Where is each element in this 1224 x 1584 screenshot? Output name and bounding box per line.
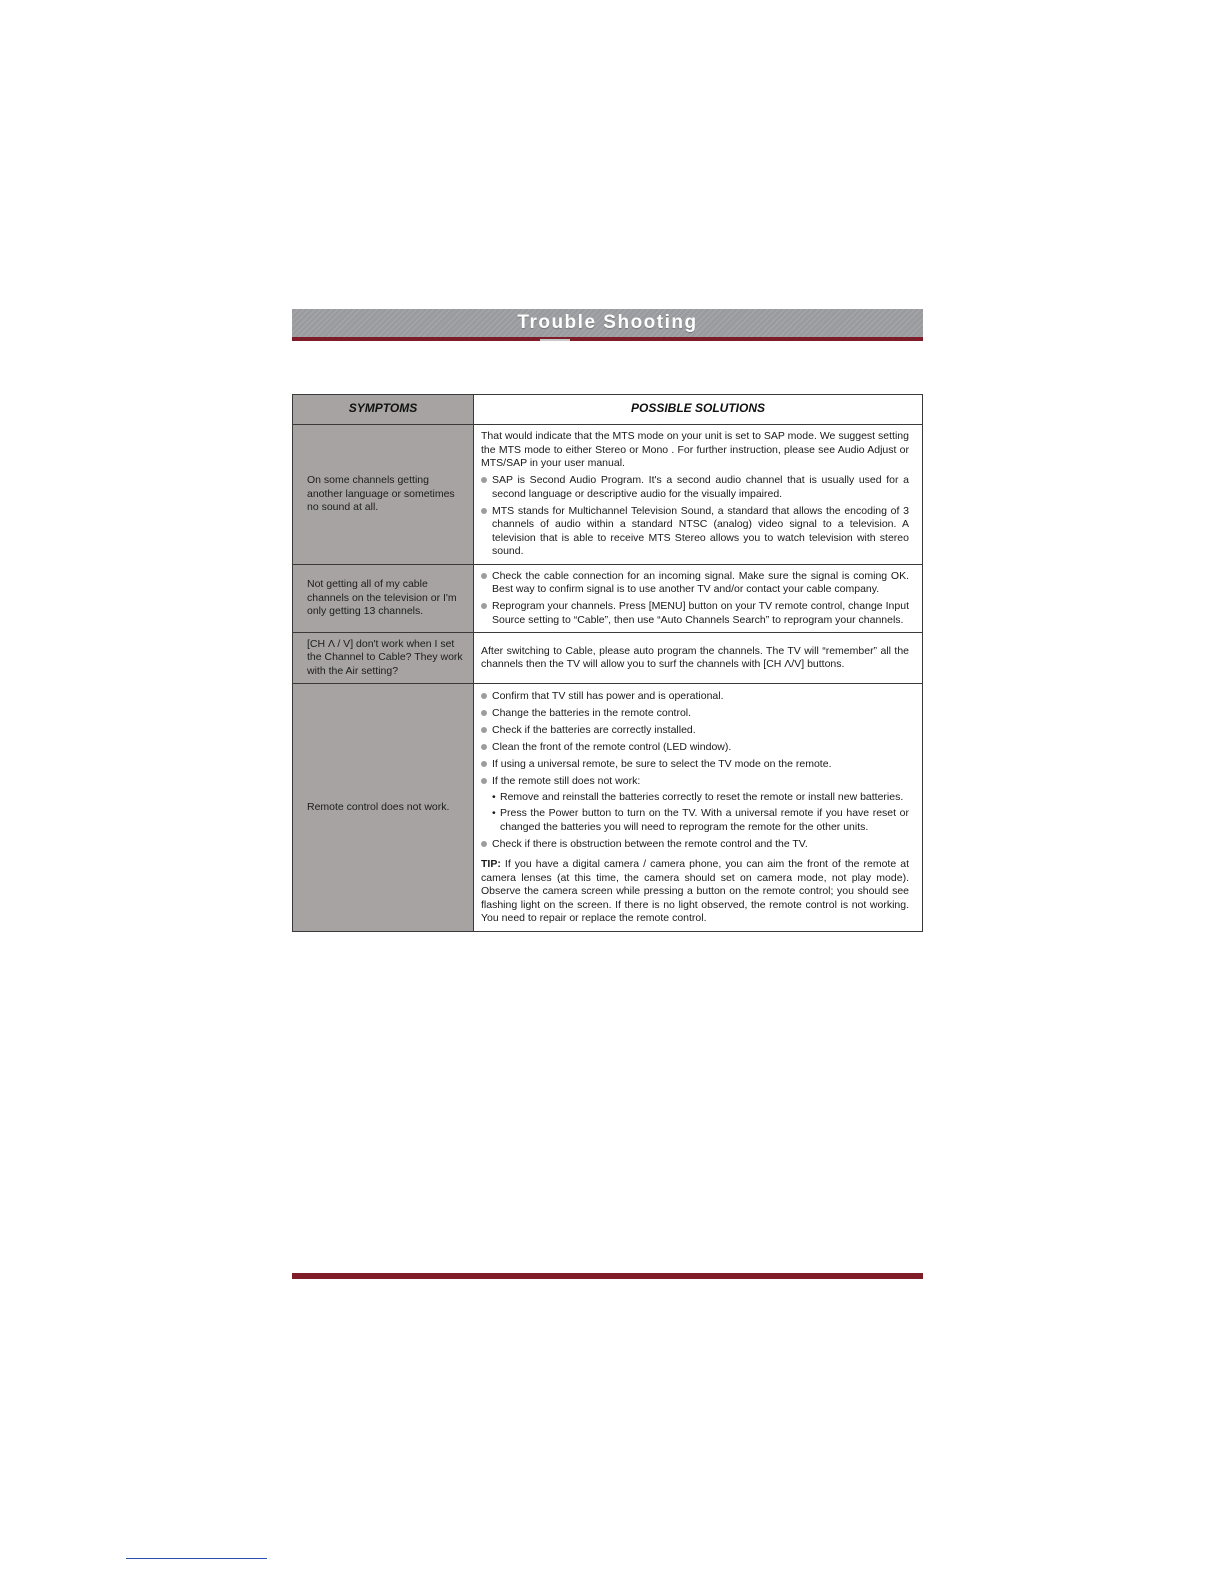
solution-intro: That would indicate that the MTS mode on your unit is set to SAP mode. We suggest setting the MTS mode to either Stereo or Mono . For further instruction, please see Audio Adjust or MTS/SAP in your user manual. — [481, 430, 909, 469]
header-rule — [292, 337, 923, 341]
header-notch — [540, 339, 570, 341]
table-row — [293, 684, 923, 932]
solution-bullet: MTS stands for Multichannel Television Sound, a standard that allows the encoding of 3 channels of audio within a standard NTSC (analog) video signal to a television. A television that is able to receive MTS Stereo allows you to watch television with stereo sound. — [481, 505, 909, 559]
solutions-header — [474, 395, 923, 425]
solution-bullet: Check the cable connection for an incoming signal. Make sure the signal is coming OK. Best way to confirm signal is to use another TV and/or contact your cable company. — [481, 570, 909, 597]
solution-bullet: If the remote still does not work: — [481, 775, 909, 789]
footer-rule — [292, 1273, 923, 1279]
sub-bullet-text: Remove and reinstall the batteries correctly to reset the remote or install new batteries. — [500, 791, 904, 803]
section-title: Trouble Shooting — [517, 312, 698, 333]
symptom-cell — [293, 564, 474, 633]
table-row — [293, 564, 923, 633]
solution-bullet: Change the batteries in the remote control. — [481, 707, 909, 721]
symptom-cell — [293, 633, 474, 684]
solution-bullet: Confirm that TV still has power and is operational. — [481, 690, 909, 704]
symptom-text: Remote control does not work. — [307, 800, 450, 813]
solution-cell — [474, 564, 923, 633]
sub-bullet-dot-icon: • — [492, 807, 496, 819]
tip-text: If you have a digital camera / camera phone, you can aim the front of the remote at camera lenses (at this time, the camera should set on camera mode, not play mode). Observe the camera screen while pressing a button on the remote control; you should see flashing light on the screen. If there is no light observed, the remote control is not working. You need to repair or replace the remote control. — [481, 858, 909, 924]
tip-paragraph — [481, 858, 909, 926]
solution-bullet: SAP is Second Audio Program. It's a second audio channel that is usually used for a second language or descriptive audio for the visually impaired. — [481, 474, 909, 501]
solution-sub-bullet — [481, 791, 909, 805]
solution-bullet: Check if the batteries are correctly installed. — [481, 724, 909, 738]
solution-cell — [474, 425, 923, 565]
table-row — [293, 425, 923, 565]
footnote-separator — [126, 1558, 267, 1559]
table-header-row — [293, 395, 923, 425]
symptom-cell — [293, 425, 474, 565]
symptom-text: On some channels getting another language or sometimes no sound at all. — [307, 474, 455, 513]
table-row — [293, 633, 923, 684]
solution-text: After switching to Cable, please auto program the channels. The TV will “remember” all the channels then the TV will allow you to surf the channels with [CH Λ/V] buttons. — [481, 644, 909, 670]
solution-bullet: If using a universal remote, be sure to select the TV mode on the remote. — [481, 758, 909, 772]
symptoms-header — [293, 395, 474, 425]
symptom-text: Not getting all of my cable channels on the television or I'm only getting 13 channels. — [307, 578, 457, 617]
troubleshooting-table — [292, 394, 923, 932]
sub-bullet-text: Press the Power button to turn on the TV. With a universal remote if you have reset or changed the batteries you will need to reprogram the remote for the other units. — [500, 807, 909, 833]
symptom-cell — [293, 684, 474, 932]
solution-bullet: Clean the front of the remote control (LED window). — [481, 741, 909, 755]
solution-cell — [474, 684, 923, 932]
symptom-text: [CH Λ / V] don't work when I set the Channel to Cable? They work with the Air setting? — [307, 637, 463, 677]
section-header-bar — [292, 309, 923, 337]
solution-sub-bullet — [481, 807, 909, 834]
solution-bullet: Check if there is obstruction between the remote control and the TV. — [481, 838, 909, 852]
symptoms-header-label: SYMPTOMS — [348, 401, 418, 416]
solutions-header-label: POSSIBLE SOLUTIONS — [630, 401, 765, 416]
tip-label: TIP: — [481, 858, 501, 870]
solution-cell — [474, 633, 923, 684]
sub-bullet-dot-icon: • — [492, 791, 496, 803]
solution-bullet: Reprogram your channels. Press [MENU] button on your TV remote control, change Input Source setting to “Cable”, then use “Auto Channels Search” to reprogram your channels. — [481, 600, 909, 627]
